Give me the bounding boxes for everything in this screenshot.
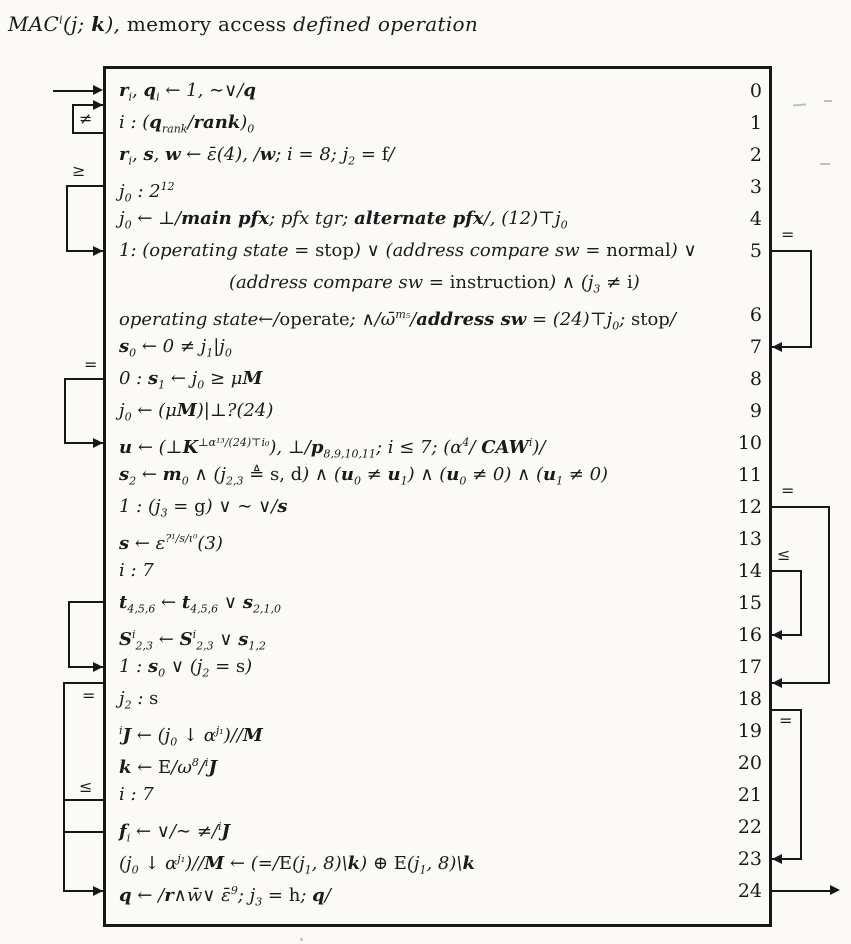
program-line-19 <box>106 715 769 747</box>
formula: operating state←/operate; ∧/ω̄$^{m_5}$/address sw = $(24)⊤j_0$; stop/ <box>119 308 676 333</box>
program-line-14 <box>106 555 769 587</box>
program-line-22 <box>106 811 769 843</box>
program-box <box>103 66 772 927</box>
line-number: 7 <box>749 336 762 358</box>
branch-15-17 <box>68 601 103 668</box>
line-number: 8 <box>749 368 762 390</box>
branch-eq-5-7 <box>772 250 812 348</box>
leq14-arrowhead-icon <box>772 630 782 640</box>
program-line-12 <box>106 491 769 523</box>
program-line-11 <box>106 459 769 491</box>
eq18-arrowhead-icon <box>772 854 782 864</box>
formula: 0 : $s_1$ ← $j_0 \ge \mu M$ <box>119 368 263 392</box>
program-line-18 <box>106 683 769 715</box>
line-number: 1 <box>749 112 762 134</box>
program-line-17 <box>106 651 769 683</box>
formula: $f_i$ ← ∨/∼ ≠/$^i$J <box>119 820 231 845</box>
line-number: 6 <box>749 304 762 326</box>
formula: i : 7 <box>119 784 154 805</box>
program-line-1 <box>106 107 769 139</box>
program-rows <box>106 75 769 907</box>
page-title: MAC$^i$(j; k), memory access defined operation <box>8 12 479 36</box>
formula: $r_i$, s, w ← ε̄(4), /w; i = 8; $j_2 = f/$ <box>119 144 395 168</box>
eq-8-arrowhead-icon <box>93 438 103 448</box>
formula: u ← $(\perp K^{\perp\alpha^{13}/(24)⊤i_0})$, $\perp/p_{8,9,10,11}$; i ≤ 7; ($\alpha^4/$ CAW$^i$)/ <box>119 436 546 461</box>
program-line-13 <box>106 523 769 555</box>
formula: 1 : $(j_3 = g)$ ∨ ∼ ∨/s <box>119 496 288 520</box>
formula: $j_2$ : s <box>119 688 159 712</box>
branch-geq-3-5 <box>66 185 103 252</box>
rail-tap-22 <box>63 831 103 833</box>
branch-label-leq-21: ≤ <box>79 777 93 796</box>
line-number: 14 <box>737 560 762 582</box>
formula: $^i$J ← ($j_0$ ↓ $\alpha^{j_1})//M$ <box>119 724 263 749</box>
formula: $j_0$ ← ⊥/main pfx; pfx tgr; alternate pfx/, $(12)⊤j_0$ <box>119 208 568 232</box>
scan-artifact <box>820 163 830 165</box>
exit-arrow <box>772 890 832 892</box>
exit-arrowhead-icon <box>830 885 840 895</box>
line-number: 22 <box>737 816 762 838</box>
program-line-9 <box>106 395 769 427</box>
formula: q ← /r∧w̄∨ ε̄$^9$; $j_3 = h$; q/ <box>119 884 331 909</box>
branch-label-geq: ≥ <box>72 161 86 180</box>
line-number: 21 <box>737 784 762 806</box>
scan-artifact <box>793 104 806 107</box>
formula: i : $(q_{rank}/rank)_0$ <box>119 112 255 136</box>
program-line-2 <box>106 139 769 171</box>
program-line-16 <box>106 619 769 651</box>
branch-label-leq-14: ≤ <box>777 545 791 564</box>
formula: k ← $E/\omega^8/^iJ$ <box>119 756 218 778</box>
formula: $j_0$ ← (μM)|⊥?(24) <box>119 400 274 424</box>
program-line-23 <box>106 843 769 875</box>
program-line-21 <box>106 779 769 811</box>
program-line-24 <box>106 875 769 907</box>
line-number: 15 <box>737 592 762 614</box>
formula: $S^i_{2,3}$ ← $S^i_{2,3}$ ∨ $s_{1,2}$ <box>119 628 266 653</box>
eq5-arrowhead-icon <box>772 342 782 352</box>
program-line-8 <box>106 363 769 395</box>
program-line-3 <box>106 171 769 203</box>
branch-eq-8-10 <box>64 378 103 444</box>
neq-arrowhead-icon <box>93 100 103 110</box>
br15-arrowhead-icon <box>93 662 103 672</box>
program-line-4 <box>106 203 769 235</box>
program-line-6 <box>106 299 769 331</box>
branch-leq-14-16 <box>772 570 802 636</box>
line-number: 18 <box>737 688 762 710</box>
line-number: 3 <box>749 176 762 198</box>
program-line-7 <box>106 331 769 363</box>
formula: ($j_0$ ↓ $\alpha^{j_1})//M$ ← ($=/E(j_1$, 8)\k) ⊕ $E(j_1$, 8)\k <box>119 852 475 877</box>
scan-artifact <box>300 938 303 941</box>
line-number: 12 <box>737 496 762 518</box>
rail-tap-21 <box>63 799 103 801</box>
line-number: 17 <box>737 656 762 678</box>
line-number: 13 <box>737 528 762 550</box>
line-number: 24 <box>737 880 762 902</box>
line-number: 10 <box>737 432 762 454</box>
line-number: 0 <box>749 80 762 102</box>
branch-label-eq-8: = <box>84 355 98 374</box>
branch-label-eq-18-left: = <box>82 686 96 705</box>
entry-arrowhead-icon <box>93 85 103 95</box>
line-number: 19 <box>737 720 762 742</box>
scan-artifact <box>824 100 832 102</box>
line-number: 11 <box>737 464 762 486</box>
formula: s ← $\varepsilon^{?^1/s/\iota^0}(3)$ <box>119 532 223 554</box>
formula: $t_{4,5,6}$ ← $t_{4,5,6}$ ∨ $s_{2,1,0}$ <box>119 592 281 616</box>
line-number: 16 <box>737 624 762 646</box>
geq-arrowhead-icon <box>93 246 103 256</box>
formula: i : 7 <box>119 560 154 581</box>
branch-label-eq-12: = <box>781 481 795 500</box>
line-number: 4 <box>749 208 762 230</box>
program-line-10 <box>106 427 769 459</box>
line-number: 23 <box>737 848 762 870</box>
branch-eq-18-23 <box>772 709 802 860</box>
formula: $s_2$ ← $m_0$ ∧ ($j_{2,3}$ ≜ s, d) ∧ $(u_0 \ne u_1)$ ∧ $(u_0 \ne 0)$ ∧ $(u_1 \ne 0)$ <box>119 464 609 488</box>
program-line-20 <box>106 747 769 779</box>
eq12-arrowhead-icon <box>772 678 782 688</box>
branch-label-eq-18-right: = <box>779 711 793 730</box>
program-line-5 <box>106 235 769 299</box>
program-line-15 <box>106 587 769 619</box>
formula: $j_0$ : $2^{12}$ <box>119 180 175 205</box>
formula: $r_i$, $q_i$ ← 1, ∼∨/q <box>119 80 256 104</box>
line-number: 20 <box>737 752 762 774</box>
line-number: 5 <box>749 240 762 262</box>
formula: 1: (operating state = stop) ∨ (address compare sw = normal) ∨ (address compare sw = instruction) ∧ $(j_3 \ne i)$ <box>119 240 697 296</box>
entry-arrow <box>53 90 95 92</box>
branch-label-neq: ≠ <box>79 109 93 128</box>
formula: 1 : $s_0$ ∨ $(j_2 = s)$ <box>119 656 253 680</box>
rail-arrowhead-icon <box>93 886 103 896</box>
branch-label-eq-5: = <box>781 225 795 244</box>
line-number: 9 <box>749 400 762 422</box>
formula: $s_0$ ← $0 \ne j_1|j_0$ <box>119 336 232 360</box>
line-number: 2 <box>749 144 762 166</box>
program-line-0 <box>106 75 769 107</box>
